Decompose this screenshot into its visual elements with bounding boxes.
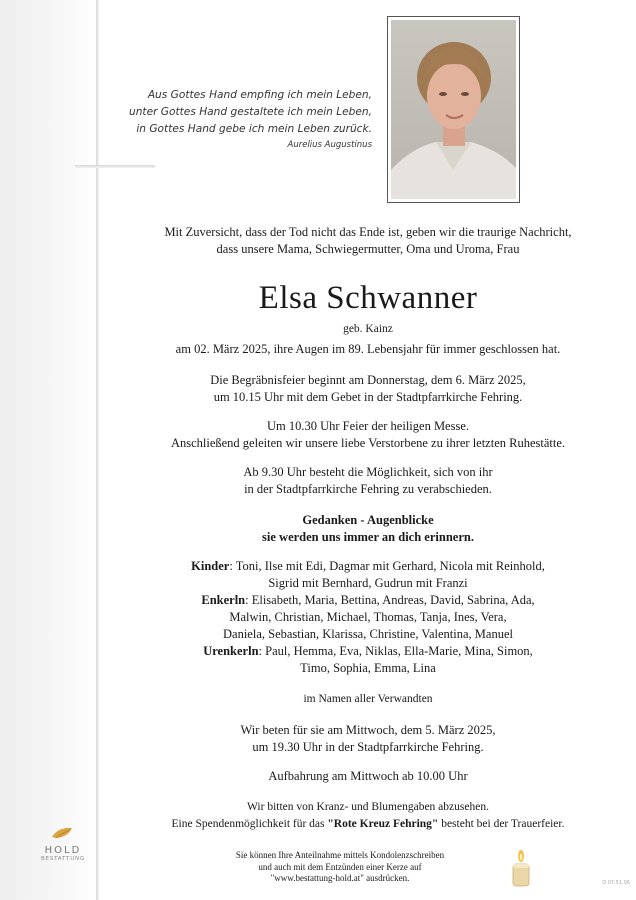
quote-line: unter Gottes Hand gestaltete ich mein Leben,	[128, 106, 372, 118]
footer-line: und auch mit dem Entzünden einer Kerze auf	[258, 861, 422, 872]
donation-text: besteht bei der Trauerfeier.	[438, 818, 565, 830]
logo-subtitle: BESTATTUNG	[40, 856, 86, 862]
viewing-line: Aufbahrung am Mittwoch ab 10.00 Uhr	[268, 769, 468, 783]
cross-horizontal-bar	[75, 165, 155, 168]
maiden-name: geb. Kainz	[343, 323, 393, 335]
relatives-line: im Namen aller Verwandten	[303, 693, 433, 705]
great-grandchildren-names: : Paul, Hemma, Eva, Niklas, Ella-Marie, Mina, Simon,	[258, 644, 533, 658]
quote-line: Aus Gottes Hand empfing ich mein Leben,	[147, 89, 372, 101]
candle-icon	[508, 848, 534, 888]
footer-line: "www.bestattung-hold.at" ausdrücken.	[270, 873, 410, 883]
cross-vertical-bar	[96, 0, 99, 900]
children-line	[110, 558, 626, 575]
great-grandchildren-line	[110, 643, 626, 660]
grandchildren-line	[110, 592, 626, 609]
prayer-line: Wir beten für sie am Mittwoch, dem 5. März 2025,	[240, 723, 496, 737]
farewell-line: Ab 9.30 Uhr besteht die Möglichkeit, sich von ihr	[243, 465, 493, 479]
children-line: Sigrid mit Bernhard, Gudrun mit Franzi	[268, 576, 468, 590]
intro-line: Mit Zuversicht, dass der Tod nicht das Ende ist, geben wir die traurige Nachricht,	[164, 225, 572, 239]
grandchildren-line: Daniela, Sebastian, Klarissa, Christine, Valentina, Manuel	[223, 627, 513, 641]
intro-line: dass unsere Mama, Schwiegermutter, Oma und Uroma, Frau	[216, 242, 520, 256]
funeral-line: Die Begräbnisfeier beginnt am Donnerstag, dem 6. März 2025,	[210, 373, 526, 387]
death-date-line: am 02. März 2025, ihre Augen im 89. Lebensjahr für immer geschlossen hat.	[175, 342, 561, 356]
logo-brand: HOLD	[44, 845, 82, 856]
great-grandchildren-line: Timo, Sophia, Emma, Lina	[300, 661, 436, 675]
grandchildren-names: : Elisabeth, Maria, Bettina, Andreas, David, Sabrina, Ada,	[245, 593, 535, 607]
quote-author: Aurelius Augustinus	[287, 140, 372, 150]
footer-line: Sie können Ihre Anteilnahme mittels Kondolenzschreiben	[235, 850, 445, 860]
mass-line: Um 10.30 Uhr Feier der heiligen Messe.	[266, 419, 470, 433]
children-names: : Toni, Ilse mit Edi, Dagmar mit Gerhard, Nicola mit Reinhold,	[229, 559, 545, 573]
grandchildren-line: Malwin, Christian, Michael, Thomas, Tanja, Ines, Vera,	[229, 610, 507, 624]
donation-line	[110, 816, 626, 833]
background-shade	[0, 0, 100, 900]
donation-line: Wir bitten von Kranz- und Blumengaben abzusehen.	[247, 801, 489, 813]
leaf-icon	[50, 825, 76, 841]
document-code: D 07.51.06	[602, 880, 630, 886]
quote-line: in Gottes Hand gebe ich mein Leben zurück.	[136, 123, 372, 135]
burial-line: Anschließend geleiten wir unsere liebe Verstorbene zu ihrer letzten Ruhestätte.	[170, 436, 566, 450]
funeral-home-logo	[38, 825, 88, 862]
announcement-body	[110, 224, 626, 833]
great-grandchildren-label: Urenkerln	[203, 644, 259, 658]
funeral-line: um 10.15 Uhr mit dem Gebet in der Stadtpfarrkirche Fehring.	[213, 390, 523, 404]
condolence-note	[190, 850, 490, 885]
donation-recipient: "Rote Kreuz Fehring"	[327, 818, 439, 830]
motto-line: sie werden uns immer an dich erinnern.	[262, 530, 474, 544]
portrait-image	[391, 20, 516, 199]
portrait-photo	[387, 16, 520, 203]
memorial-quote	[129, 87, 372, 152]
children-label: Kinder	[191, 559, 230, 573]
farewell-line: in der Stadtpfarrkirche Fehring zu verabschieden.	[244, 482, 492, 496]
deceased-name: Elsa Schwanner	[258, 280, 478, 316]
grandchildren-label: Enkerln	[201, 593, 246, 607]
motto-line: Gedanken - Augenblicke	[302, 513, 434, 527]
donation-text: Eine Spendenmöglichkeit für das	[171, 818, 328, 830]
prayer-line: um 19.30 Uhr in der Stadtpfarrkirche Fehring.	[252, 740, 484, 754]
